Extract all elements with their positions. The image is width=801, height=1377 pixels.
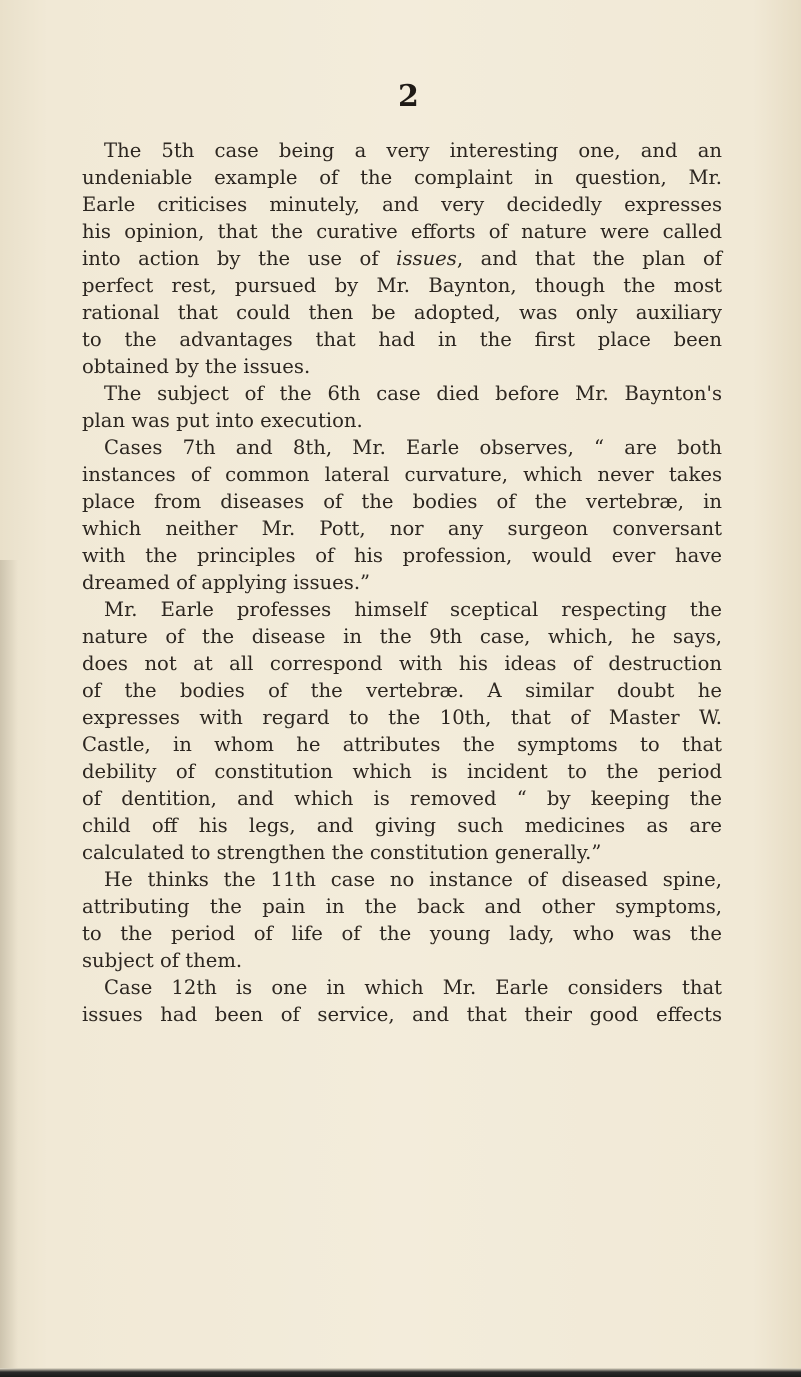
text-line: Cases 7th and 8th, Mr. Earle observes, “ are both bbox=[104, 436, 722, 459]
text-line: to the advantages that had in the first place been bbox=[82, 328, 722, 351]
text-line: undeniable example of the complaint in question, Mr. bbox=[82, 166, 722, 189]
text-line: plan was put into execution. bbox=[82, 409, 363, 432]
page-bottom-edge bbox=[0, 1368, 801, 1377]
text-line: Case 12th is one in which Mr. Earle considers that bbox=[104, 976, 722, 999]
text-line: subject of them. bbox=[82, 949, 243, 972]
text-line: his opinion, that the curative efforts of nature were called bbox=[82, 220, 722, 243]
text-line: obtained by the issues. bbox=[82, 355, 311, 378]
text-line: instances of common lateral curvature, which never takes bbox=[82, 463, 722, 486]
text-line: Mr. Earle professes himself sceptical respecting the bbox=[104, 598, 722, 621]
text-line: debility of constitution which is incident to the period bbox=[82, 760, 722, 783]
text-line: rational that could then be adopted, was only auxiliary bbox=[82, 301, 722, 324]
text-line: The subject of the 6th case died before Mr. Baynton's bbox=[104, 382, 722, 405]
body-text bbox=[82, 137, 722, 1028]
text-line: to the period of life of the young lady, who was the bbox=[82, 922, 722, 945]
text-line: The 5th case being a very interesting one, and an bbox=[104, 139, 722, 162]
text-line: He thinks the 11th case no instance of diseased spine, bbox=[104, 868, 722, 891]
text-line: which neither Mr. Pott, nor any surgeon conversant bbox=[82, 517, 722, 540]
text-line: place from diseases of the bodies of the vertebræ, in bbox=[82, 490, 722, 513]
binding-shadow bbox=[0, 560, 18, 1377]
text-line: of the bodies of the vertebræ. A similar doubt he bbox=[82, 679, 722, 702]
text-line: expresses with regard to the 10th, that of Master W. bbox=[82, 706, 722, 729]
page-number: 2 bbox=[398, 79, 419, 114]
text-line: issues had been of service, and that their good effects bbox=[82, 1003, 722, 1026]
text-line: nature of the disease in the 9th case, which, he says, bbox=[82, 625, 722, 648]
text-line: with the principles of his profession, would ever have bbox=[82, 544, 722, 567]
text-line: Castle, in whom he attributes the symptoms to that bbox=[82, 733, 722, 756]
text-line: child off his legs, and giving such medicines as are bbox=[82, 814, 722, 837]
text-line: attributing the pain in the back and other symptoms, bbox=[82, 895, 722, 918]
text-line: of dentition, and which is removed “ by keeping the bbox=[82, 787, 722, 810]
italic-word: issues bbox=[396, 247, 457, 270]
text-line: perfect rest, pursued by Mr. Baynton, though the most bbox=[82, 274, 722, 297]
text-line: does not at all correspond with his ideas of destruction bbox=[82, 652, 722, 675]
text-line: into action by the use of issues, and that the plan of bbox=[82, 247, 723, 270]
text-line: dreamed of applying issues.” bbox=[82, 571, 371, 594]
text-line: Earle criticises minutely, and very decidedly expresses bbox=[82, 193, 722, 216]
text-line: calculated to strengthen the constitution generally.” bbox=[82, 841, 602, 864]
